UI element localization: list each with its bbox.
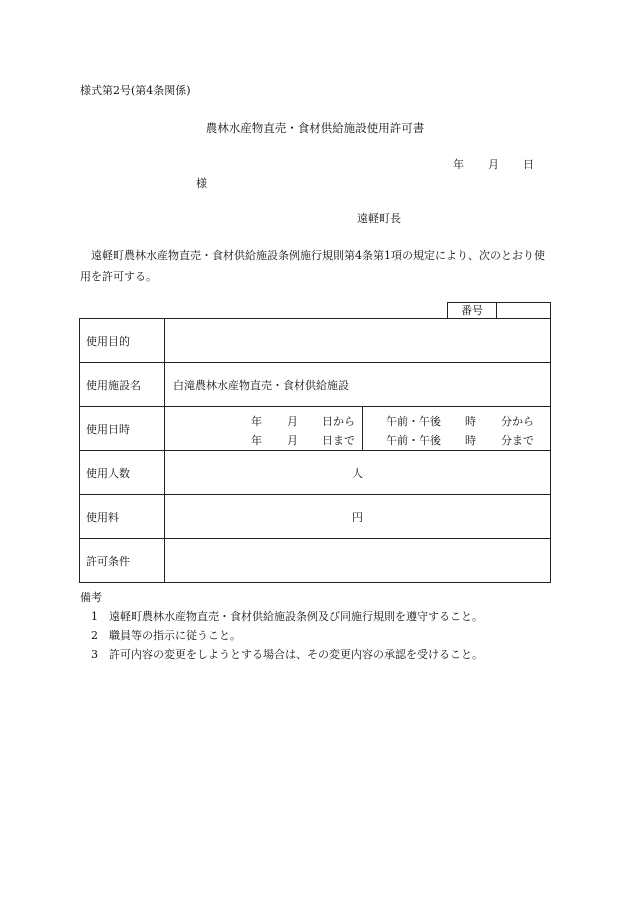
form-id: 様式第2号(第4条関係) [80,84,191,97]
from-year: 年 [251,414,262,428]
to-day: 日まで [322,433,355,447]
from-minute: 分から [501,414,534,428]
date-month: 月 [488,158,499,171]
issuer: 遠軽町長 [357,212,401,225]
date-day: 日 [523,158,534,171]
datetime-value [165,407,551,451]
row-fee [80,495,551,539]
note-item [91,608,483,624]
permit-table [79,318,551,583]
from-ampm: 午前・午後 [386,414,441,428]
datetime-label: 使用日時 [80,407,165,451]
row-facility [80,363,551,407]
note-number: 1 [91,610,98,623]
row-datetime [80,407,551,451]
to-minute: 分まで [501,433,534,447]
facility-label: 使用施設名 [80,363,165,407]
note-number: 3 [91,648,98,661]
notes-heading: 備考 [80,591,102,604]
people-unit: 人 [165,451,551,495]
note-text: 遠軽町農林水産物直売・食材供給施設条例及び同施行規則を遵守すること。 [109,610,483,623]
to-ampm: 午前・午後 [386,433,441,447]
date-year: 年 [453,158,464,171]
to-hour: 時 [465,433,476,447]
facility-value: 白滝農林水産物直売・食材供給施設 [165,363,551,407]
number-label: 番号 [448,303,497,318]
note-item [91,646,483,662]
note-text: 職員等の指示に従うこと。 [109,629,241,642]
row-people [80,451,551,495]
number-box [447,302,551,318]
note-text: 許可内容の変更をしようとする場合は、その変更内容の承認を受けること。 [109,648,483,661]
body-text: 遠軽町農林水産物直売・食材供給施設条例施行規則第4条第1項の規定により、次のとおり使用を許可する。 [80,249,545,283]
note-item [91,627,241,643]
from-month: 月 [287,414,298,428]
number-value [497,303,550,318]
conditions-label: 許可条件 [80,539,165,583]
note-number: 2 [91,629,98,642]
from-day: 日から [322,414,355,428]
conditions-value [165,539,551,583]
purpose-label: 使用目的 [80,319,165,363]
datetime-from [165,409,550,429]
row-conditions [80,539,551,583]
from-hour: 時 [465,414,476,428]
addressee-suffix: 様 [196,177,207,190]
fee-label: 使用料 [80,495,165,539]
fee-unit: 円 [165,495,551,539]
document-title: 農林水産物直売・食材供給施設使用許可書 [205,121,425,135]
datetime-to [165,429,550,449]
to-year: 年 [251,433,262,447]
row-purpose [80,319,551,363]
people-label: 使用人数 [80,451,165,495]
purpose-value [165,319,551,363]
to-month: 月 [287,433,298,447]
